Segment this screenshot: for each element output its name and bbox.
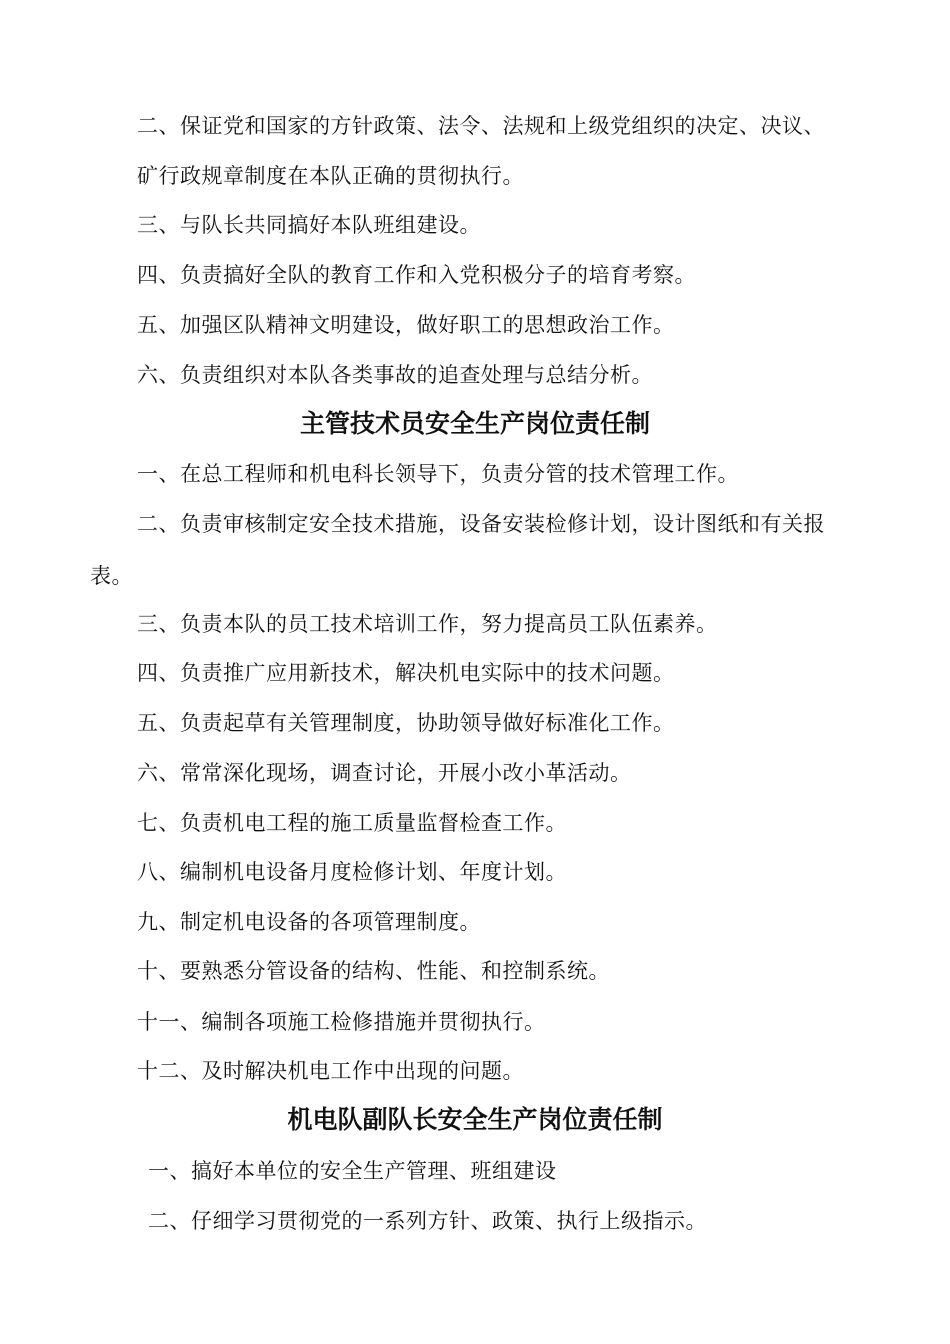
section2-item-6: 六、常常深化现场，调查讨论，开展小改小革活动。	[137, 761, 632, 785]
section2-item-2a: 二、负责审核制定安全技术措施，设备安装检修计划，设计图纸和有关报	[137, 512, 825, 536]
section2-item-5: 五、负责起草有关管理制度，协助领导做好标准化工作。	[137, 711, 675, 735]
section2-item-7: 七、负责机电工程的施工质量监督检查工作。	[137, 811, 567, 835]
section2-item-4: 四、负责推广应用新技术，解决机电实际中的技术问题。	[137, 661, 675, 685]
section2-item-12: 十二、及时解决机电工作中出现的问题。	[137, 1059, 524, 1083]
section2-item-8: 八、编制机电设备月度检修计划、年度计划。	[137, 860, 567, 884]
section1-item-2b: 矿行政规章制度在本队正确的贯彻执行。	[137, 164, 524, 188]
section2-item-10: 十、要熟悉分管设备的结构、性能、和控制系统。	[137, 959, 610, 983]
section2-title: 主管技术员安全生产岗位责任制	[299, 409, 650, 438]
section1-item-4: 四、负责搞好全队的教育工作和入党积极分子的培育考察。	[137, 263, 696, 287]
section1-item-6: 六、负责组织对本队各类事故的追查处理与总结分析。	[137, 363, 653, 387]
section2-item-1: 一、在总工程师和机电科长领导下，负责分管的技术管理工作。	[137, 462, 739, 486]
section2-item-3: 三、负责本队的员工技术培训工作，努力提高员工队伍素养。	[137, 612, 718, 636]
section2-item-11: 十一、编制各项施工检修措施并贯彻执行。	[137, 1010, 546, 1034]
section1-item-5: 五、加强区队精神文明建设，做好职工的思想政治工作。	[137, 313, 675, 337]
section1-item-2a: 二、保证党和国家的方针政策、法令、法规和上级党组织的决定、决议、	[137, 114, 825, 138]
section1-item-3: 三、与队长共同搞好本队班组建设。	[137, 213, 481, 237]
section3-title: 机电队副队长安全生产岗位责任制	[287, 1105, 663, 1134]
section2-item-9: 九、制定机电设备的各项管理制度。	[137, 910, 481, 934]
section3-item-2: 二、仔细学习贯彻党的一系列方针、政策、执行上级指示。	[148, 1209, 707, 1233]
section2-item-2b: 表。	[90, 564, 133, 588]
section3-item-1: 一、搞好本单位的安全生产管理、班组建设	[148, 1159, 557, 1183]
